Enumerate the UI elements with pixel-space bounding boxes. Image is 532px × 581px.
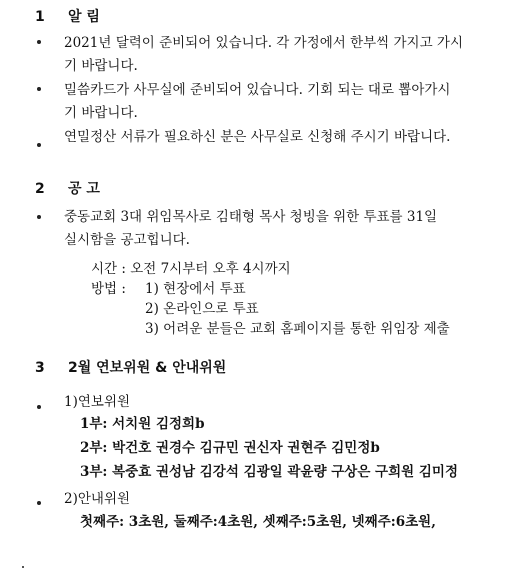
offering-row-2: 2부: 박건호 권경수 김규민 권신자 권현주 김민정b bbox=[80, 440, 380, 456]
section-2-title: 공 고 bbox=[68, 181, 100, 197]
section-2-number: 2 bbox=[35, 181, 45, 197]
vote-time: 시간 : 오전 7시부터 오후 4시까지 bbox=[91, 261, 291, 277]
section-3-number: 3 bbox=[35, 360, 45, 376]
vote-method-2: 2) 온라인으로 투표 bbox=[145, 301, 259, 317]
notice-item-3-line-1: 연밀정산 서류가 필요하신 분은 사무실로 신청해 주시기 바랍니다. bbox=[64, 129, 451, 145]
vote-method-1: 1) 현장에서 투표 bbox=[145, 281, 246, 297]
notice-item-2-line-1: 밀씀카드가 사무실에 준비되어 있습니다. 기회 되는 대로 뽑아가시 bbox=[64, 82, 451, 98]
notice-item-1-line-2: 기 바랍니다. bbox=[64, 58, 138, 74]
notice-item-2-line-2: 기 바랍니다. bbox=[64, 105, 138, 121]
bullet-marker bbox=[37, 143, 41, 147]
usher-committee-header: 2)안내위원 bbox=[64, 491, 131, 507]
section-1-number: 1 bbox=[35, 9, 45, 25]
vote-method-3: 3) 어려운 분들은 교회 홈페이지를 통한 위임장 제출 bbox=[145, 321, 450, 337]
offering-committee-header: 1)연보위원 bbox=[64, 394, 131, 410]
announcement-line-1: 중동교회 3대 위임목사로 김태형 목사 청빙을 위한 투표를 31일 bbox=[64, 209, 438, 225]
stray-dot bbox=[22, 566, 24, 568]
section-3-title: 2월 연보위원 & 안내위원 bbox=[68, 360, 227, 376]
bullet-marker bbox=[37, 501, 41, 505]
bullet-marker bbox=[37, 215, 41, 219]
offering-row-3: 3부: 복중효 권성남 김강석 김광일 곽윤량 구상은 구희원 김미정 bbox=[80, 464, 459, 480]
bullet-marker bbox=[37, 405, 41, 409]
announcement-line-2: 실시함을 공고힙니다. bbox=[64, 232, 190, 248]
notice-item-1-line-1: 2021년 달력이 준비되어 있습니다. 각 가정에서 한부씩 가지고 가시 bbox=[64, 35, 464, 51]
offering-row-1: 1부: 서치원 김정희b bbox=[80, 416, 205, 432]
vote-method-label: 방법 : bbox=[91, 281, 126, 297]
section-1-title: 알 림 bbox=[68, 9, 100, 25]
usher-row: 첫째주: 3초원, 둘째주:4초원, 셋째주:5초원, 넷째주:6초원, bbox=[80, 514, 436, 530]
bullet-marker bbox=[37, 40, 41, 44]
bullet-marker bbox=[37, 87, 41, 91]
